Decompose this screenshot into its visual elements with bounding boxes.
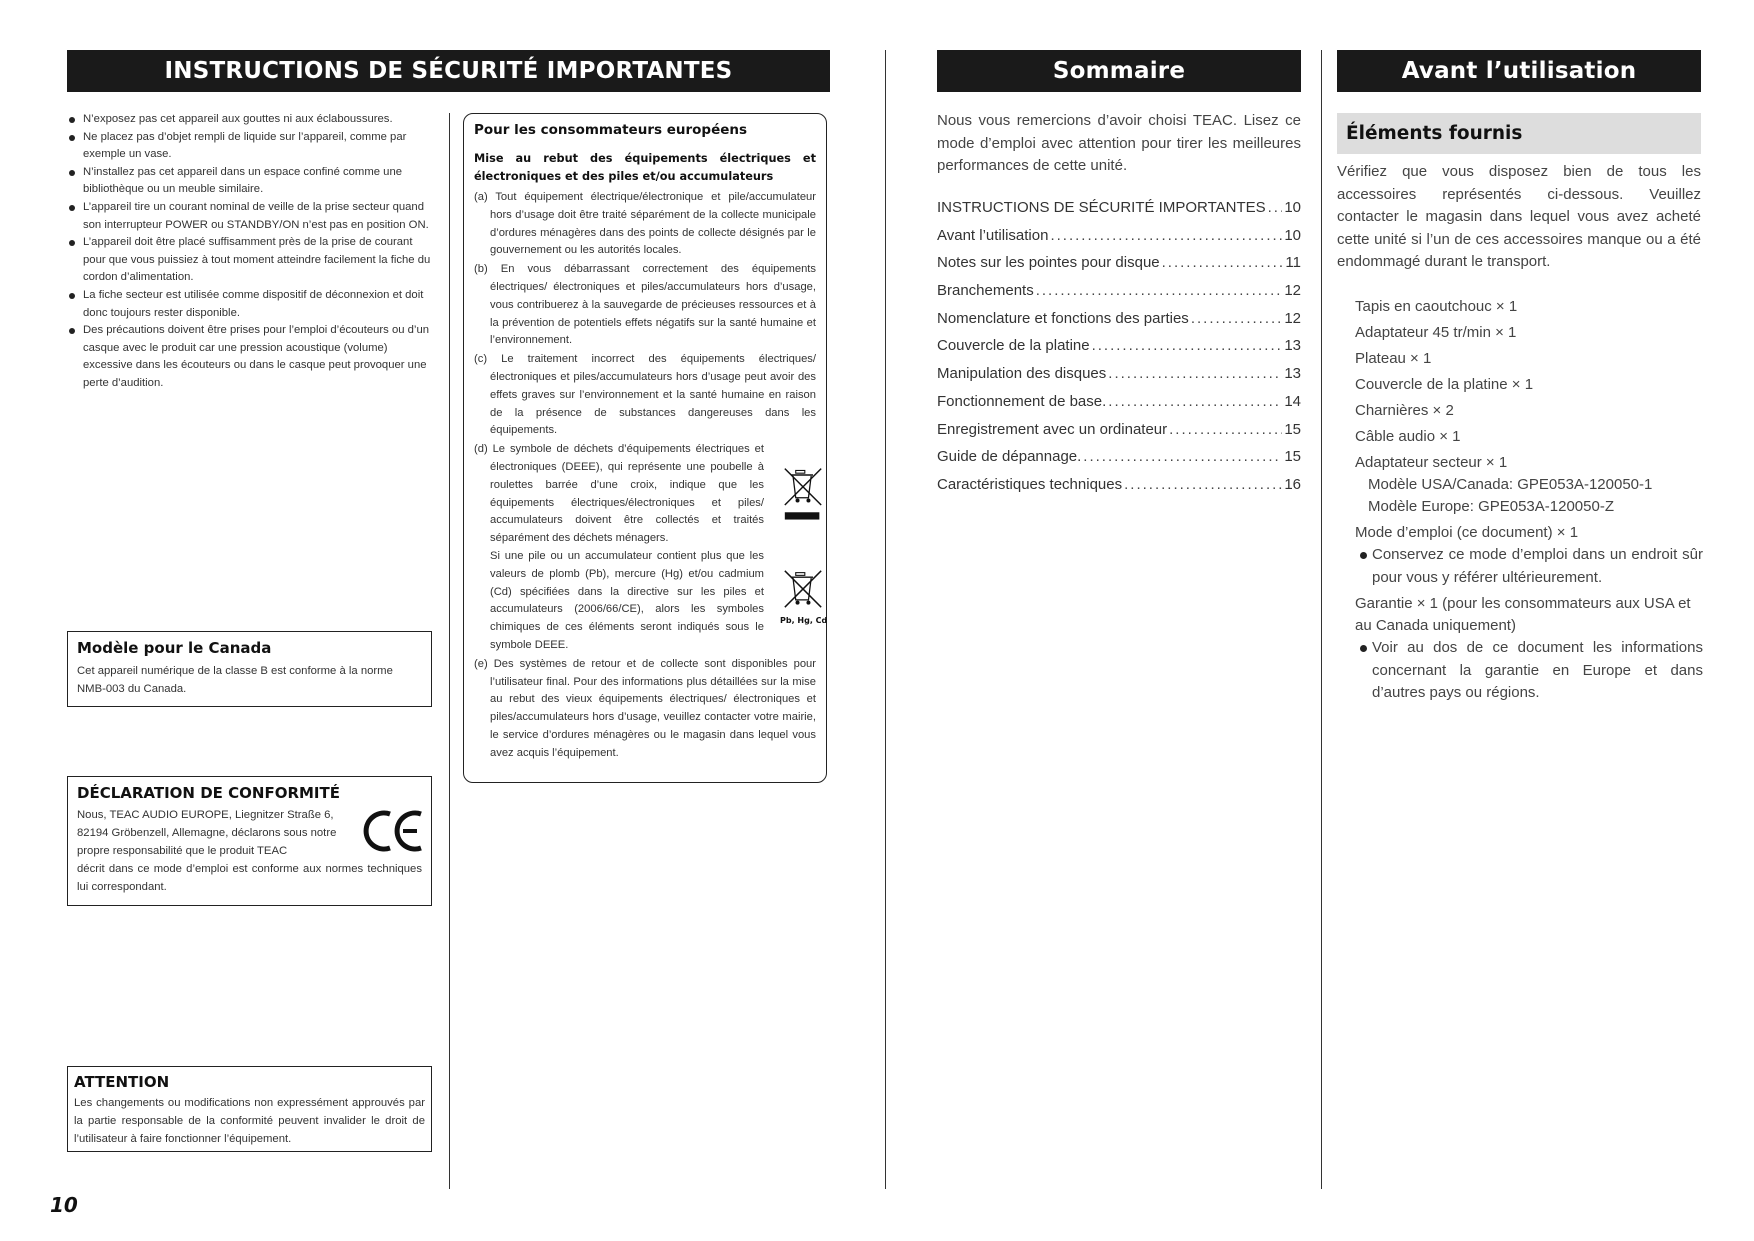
list-item: La fiche secteur est utilisée comme dispositif de déconnexion et doit donc toujours rester disponible.: [67, 287, 433, 322]
toc-label: Notes sur les pointes pour disque: [937, 254, 1160, 272]
list-item: Câble audio × 1: [1355, 428, 1461, 445]
eu-box-title: Pour les consommateurs européens: [474, 122, 748, 138]
toc-label: Fonctionnement de base.: [937, 392, 1107, 410]
toc-page: 12: [1284, 282, 1301, 300]
column-divider: [449, 113, 450, 1189]
toc-entry[interactable]: [937, 421, 1301, 449]
chemical-symbols-label: Pb, Hg, Cd: [780, 616, 828, 625]
list-item: N’exposez pas cet appareil aux gouttes ni aux éclaboussures.: [67, 111, 433, 129]
toc-page: 10: [1284, 226, 1301, 244]
list-item: N’installez pas cet appareil dans un espace confiné comme une bibliothèque ou un meuble similaire.: [67, 164, 433, 199]
list-item: L’appareil tire un courant nominal de veille de la prise secteur quand son interrupteur POWER ou STANDBY/ON n’est pas en position ON.: [67, 199, 433, 234]
supplied-items-heading: Éléments fournis: [1337, 113, 1701, 154]
declaration-text-cont: décrit dans ce mode d’emploi est conforme aux normes techniques lui correspondant.: [77, 863, 422, 893]
eu-box-subtitle: Mise au rebut des équipements électriques et électroniques et des piles et/ou accumulateurs: [474, 152, 816, 183]
toc-entry[interactable]: [937, 199, 1301, 227]
toc-page: 15: [1284, 448, 1301, 466]
toc-entry[interactable]: [937, 365, 1301, 393]
page-divider: [885, 50, 886, 1189]
supplied-items-list: [1355, 296, 1703, 709]
list-item: L’appareil doit être placé suffisamment près de la prise de courant pour que vous puissiez à tout moment atteindre facilement la fiche du cordon d’alimentation.: [67, 234, 433, 287]
page-number: 10: [50, 1193, 78, 1217]
list-item: Garantie × 1 (pour les consommateurs aux USA et au Canada uniquement): [1355, 595, 1691, 634]
before-use-title-banner: Avant l’utilisation: [1337, 50, 1701, 92]
eu-item-d-continued: Si une pile ou un accumulateur contient plus que les valeurs de plomb (Pb), mercure (Hg) et/ou cadmium (Cd) spécifiées dans la directive sur les piles et accumulateurs (2006/66/CE), alors les symboles chimiques de ces éléments seront indiqués sous le symbole DEEE.: [490, 549, 764, 651]
toc-label: Couvercle de la platine: [937, 337, 1090, 355]
toc-page: 15: [1284, 420, 1301, 438]
toc-entry[interactable]: [937, 282, 1301, 310]
toc-label: Nomenclature et fonctions des parties: [937, 309, 1189, 327]
eu-consumers-box: [463, 113, 827, 783]
table-of-contents: [937, 199, 1301, 504]
safety-bullet-list: [67, 111, 433, 393]
list-item: Couvercle de la platine × 1: [1355, 376, 1534, 393]
warranty-note: Voir au dos de ce document les informations concernant la garantie en Europe et dans d’autres pays ou régions.: [1355, 637, 1703, 705]
eu-item-a: (a) Tout équipement électrique/électronique et pile/accumulateur hors d’usage doit être traité séparément de la collecte municipale d’ordures ménagères dans des points de collecte désignés par le gouvernement ou les autorités locales.: [474, 191, 816, 257]
toc-entry[interactable]: [937, 476, 1301, 504]
manual-note: Conservez ce mode d’emploi dans un endroit sûr pour vous y référer ultérieurement.: [1355, 544, 1703, 589]
toc-leader: [1108, 365, 1282, 382]
list-item: Mode d’emploi (ce document) × 1: [1355, 524, 1579, 541]
list-item: Plateau × 1: [1355, 350, 1432, 367]
toc-leader: [1162, 254, 1284, 271]
declaration-text: Nous, TEAC AUDIO EUROPE, Liegnitzer Straße 6, 82194 Gröbenzell, Allemagne, déclarons sous notre propre responsabilité que le produit TEAC: [77, 809, 337, 857]
attention-title: ATTENTION: [74, 1073, 170, 1091]
toc-page: 13: [1284, 337, 1301, 355]
list-item: Tapis en caoutchouc × 1: [1355, 298, 1518, 315]
ce-mark-icon: [363, 806, 425, 856]
toc-leader: [1050, 227, 1282, 244]
attention-box: [67, 1066, 432, 1152]
toc-label: Guide de dépannage.: [937, 448, 1082, 466]
canada-notice-text: Cet appareil numérique de la classe B est conforme à la norme NMB-003 du Canada.: [77, 665, 393, 695]
eu-item-e: (e) Des systèmes de retour et de collecte sont disponibles pour l’utilisateur final. Pour des informations plus détaillées sur la mise au rebut des vieux équipements électriques/ électroniques et piles/accumulateurs hors d’usage, veuillez contacter votre mairie, le service d’ordures ménagères ou le magasin dans lequel vous avez acquis l’équipement.: [474, 657, 816, 759]
contents-intro: Nous vous remercions d’avoir choisi TEAC. Lisez ce mode d’emploi avec attention pour tirer les meilleures performances de cette unité.: [937, 112, 1301, 174]
list-item: Adaptateur secteur × 1: [1355, 454, 1508, 471]
eu-item-c: (c) Le traitement incorrect des équipements électriques/électroniques et piles/accumulateurs hors d’usage peut avoir des effets graves sur l’environnement et la santé humaine en raison de la présence de substances dangereuses dans les équipements.: [474, 353, 816, 437]
adapter-model-usa: Modèle USA/Canada: GPE053A-120050-1: [1368, 476, 1653, 493]
toc-page: 10: [1284, 199, 1301, 216]
column-divider: [1321, 50, 1322, 1189]
list-item: Des précautions doivent être prises pour l’emploi d’écouteurs ou d’un casque avec le produit car une pression acoustique (volume) excessive dans les écouteurs ou dans le casque peut provoquer une perte d’audition.: [67, 322, 433, 392]
weee-battery-icon: [783, 567, 823, 611]
toc-entry[interactable]: [937, 337, 1301, 365]
toc-label: Avant l’utilisation: [937, 226, 1049, 244]
toc-leader: [1083, 448, 1282, 465]
list-item: Ne placez pas d’objet rempli de liquide sur l’appareil, comme par exemple un vase.: [67, 129, 433, 164]
toc-entry[interactable]: [937, 393, 1301, 421]
toc-page: 13: [1284, 365, 1301, 383]
toc-entry[interactable]: [937, 310, 1301, 338]
canada-notice-title: Modèle pour le Canada: [77, 639, 272, 657]
toc-leader: [1268, 199, 1283, 216]
toc-leader: [1108, 393, 1282, 410]
toc-leader: [1092, 337, 1283, 354]
weee-bin-icon: [783, 464, 823, 526]
toc-leader: [1036, 282, 1283, 299]
toc-page: 11: [1285, 254, 1301, 272]
toc-entry[interactable]: [937, 448, 1301, 476]
attention-text: Les changements ou modifications non expressément approuvés par la partie responsable de la conformité peuvent invalider le droit de l’utilisateur à faire fonctionner l’équipement.: [74, 1097, 425, 1145]
eu-item-b: (b) En vous débarrassant correctement des équipements électriques/ électroniques et piles/accumulateurs hors d’usage, vous contribuerez à la sauvegarde de précieuses ressources et à la prévention de potentiels effets négatifs sur la santé humaine et l’environnement.: [474, 263, 816, 347]
toc-page: 12: [1284, 309, 1301, 327]
canada-notice-box: [67, 631, 432, 707]
safety-title-banner: INSTRUCTIONS DE SÉCURITÉ IMPORTANTES: [67, 50, 830, 92]
toc-entry[interactable]: [937, 254, 1301, 282]
toc-label: Caractéristiques techniques: [937, 475, 1123, 493]
adapter-model-europe: Modèle Europe: GPE053A-120050-Z: [1368, 498, 1614, 515]
toc-label: Manipulation des disques: [937, 365, 1107, 383]
declaration-title: DÉCLARATION DE CONFORMITÉ: [77, 784, 340, 802]
toc-page: 16: [1284, 475, 1301, 493]
declaration-box: [67, 776, 432, 906]
supplied-items-intro: Vérifiez que vous disposez bien de tous les accessoires représentés ci-dessous. Veuillez contacter le magasin dans lequel vous avez acheté cette unité si l’un de ces accessoires manque ou a été endommagé durant le transport.: [1337, 163, 1701, 270]
toc-entry[interactable]: [937, 227, 1301, 255]
toc-leader: [1191, 310, 1283, 327]
toc-label: Branchements: [937, 282, 1034, 300]
toc-label: INSTRUCTIONS DE SÉCURITÉ IMPORTANTES: [937, 199, 1266, 216]
toc-leader: [1169, 421, 1282, 438]
contents-title-banner: Sommaire: [937, 50, 1301, 92]
list-item: Charnières × 2: [1355, 402, 1454, 419]
toc-page: 14: [1284, 392, 1301, 410]
toc-leader: [1124, 476, 1282, 493]
list-item: Adaptateur 45 tr/min × 1: [1355, 324, 1517, 341]
toc-label: Enregistrement avec un ordinateur: [937, 420, 1168, 438]
eu-item-d: (d) Le symbole de déchets d’équipements électriques et électroniques (DEEE), qui représente une poubelle à roulettes barrée d’une croix, indique que les équipements électriques/électroniques et piles/ accumulateurs doivent être collectés et traités séparément des déchets ménagers.: [474, 443, 764, 545]
